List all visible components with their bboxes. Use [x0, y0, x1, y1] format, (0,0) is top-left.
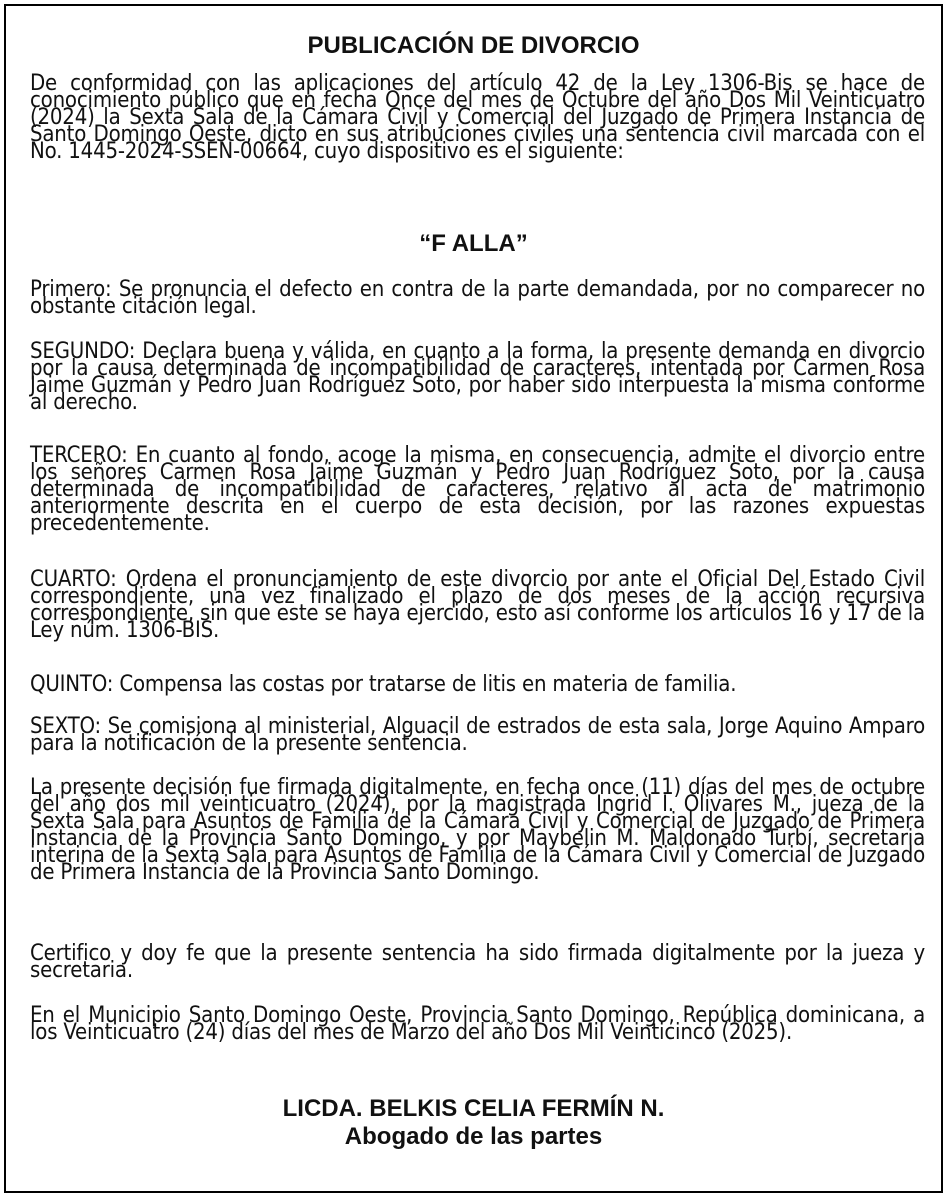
document-title: PUBLICACIÓN DE DIVORCIO	[307, 32, 640, 59]
sexto-paragraph: SEXTO: Se comisiona al ministerial, Alguacil de estrados de esta sala, Jorge Aquino Amparo para la notificación de la presente sentencia.	[30, 714, 925, 756]
fallo-heading: “F ALLA”	[419, 230, 528, 257]
publication-notice	[4, 4, 943, 1193]
cuarto-paragraph: CUARTO: Ordena el pronunciamiento de este divorcio por ante el Oficial Del Estado Civil correspondiente, una vez finalizado el plazo de dos meses de la acción recursiva correspondiente, sin que este se haya ejercido, esto así conforme los artículos 16 y 17 de la Ley núm. 1306-BIS.	[30, 567, 925, 643]
tercero-paragraph: TERCERO: En cuanto al fondo, acoge la misma, en consecuencia, admite el divorcio entre los señores Carmen Rosa Jaime Guzmán y Pedro Juan Rodríguez Soto, por la causa determinada de incompatibilidad de caracteres, relativo al acta de matrimonio anteriormente descrita en el cuerpo de esta decisión, por las razones expuestas precedentemente.	[30, 443, 925, 536]
signatory-role: Abogado de las partes	[344, 1123, 603, 1150]
signatory-name: LICDA. BELKIS CELIA FERMÍN N.	[282, 1095, 665, 1122]
primero-paragraph: Primero: Se pronuncia el defecto en contra de la parte demandada, por no comparecer no obstante citación legal.	[30, 277, 925, 319]
certifico-paragraph: Certifico y doy fe que la presente sentencia ha sido firmada digitalmente por la jueza y secretaria.	[30, 941, 925, 983]
firma-paragraph: La presente decisión fue firmada digitalmente, en fecha once (11) días del mes de octubre del año dos mil veinticuatro (2024), por la magistrada Ingrid I. Olivares M., jueza de la Sexta Sala para Asuntos de Familia de la Cámara Civil y Comercial de Juzgado de Primera Instancia de la Provincia Santo Domingo, y por Maybelin M. Maldonado Turbí, secretaria interina de la Sexta Sala para Asuntos de Familia de la Cámara Civil y Comercial de Juzgado de Primera Instancia de la Provincia Santo Domingo.	[30, 775, 925, 885]
intro-paragraph: De conformidad con las aplicaciones del artículo 42 de la Ley 1306-Bis se hace de conocimiento público que en fecha Once del mes de Octubre del año Dos Mil Veinticuatro (2024) la Sexta Sala de la Cámara Civil y Comercial del Juzgado de Primera Instancia de Santo Domingo Oeste, dicto en sus atribuciones civiles una sentencia civil marcada con el No. 1445-2024-SSEN-00664, cuyo dispositivo es el siguiente:	[30, 71, 925, 164]
segundo-paragraph: SEGUNDO: Declara buena y válida, en cuanto a la forma, la presente demanda en divorcio por la causa determinada de incompatibilidad de caracteres, intentada por Carmen Rosa Jaime Guzmán y Pedro Juan Rodríguez Soto, por haber sido interpuesta la misma conforme al derecho.	[30, 339, 925, 415]
lugar-fecha-paragraph: En el Municipio Santo Domingo Oeste, Provincia Santo Domingo, República dominicana, a los Veinticuatro (24) días del mes de Marzo del año Dos Mil Veinticinco (2025).	[30, 1003, 925, 1045]
quinto-paragraph: QUINTO: Compensa las costas por tratarse de litis en materia de familia.	[30, 672, 737, 697]
